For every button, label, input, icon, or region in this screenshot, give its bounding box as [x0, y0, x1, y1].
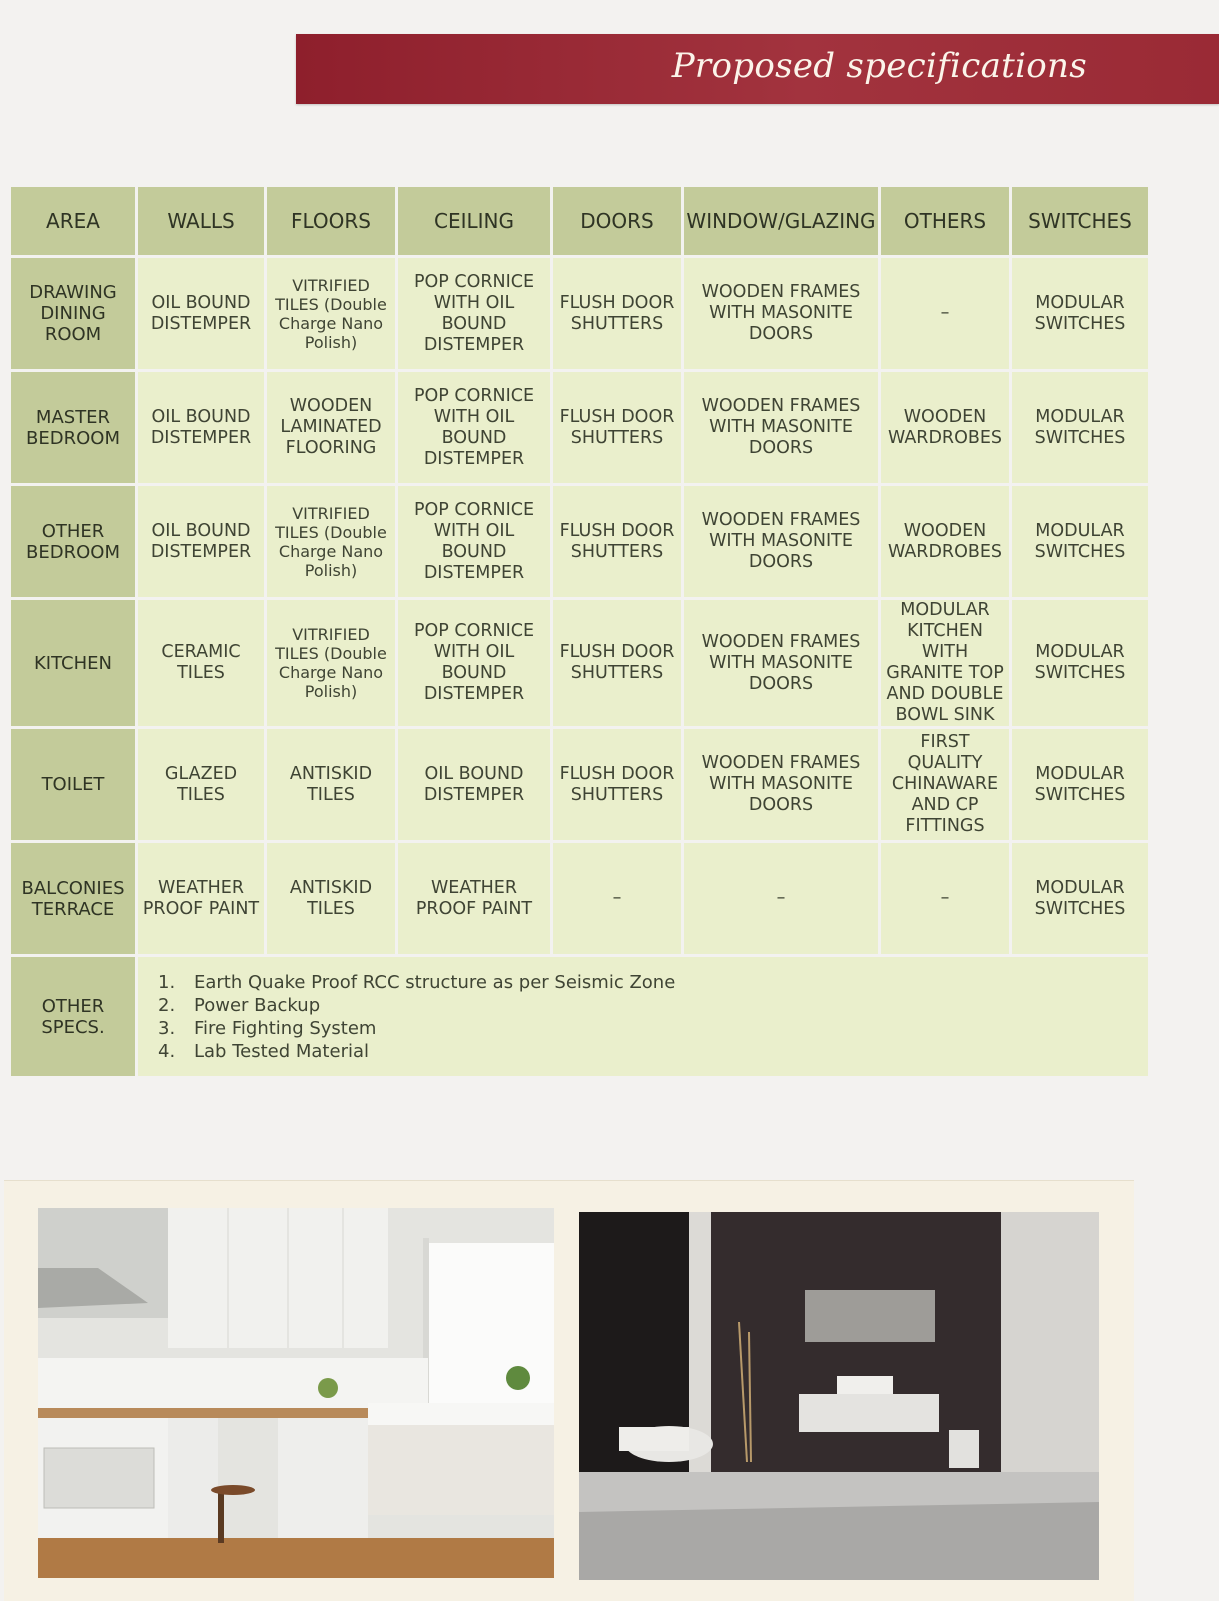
walls-cell: CERAMIC TILES	[138, 600, 264, 726]
area-cell: OTHER BEDROOM	[11, 486, 135, 597]
floors-cell: WOODEN LAMINATED FLOORING	[267, 372, 395, 483]
window-cell: –	[684, 843, 878, 954]
window-cell: WOODEN FRAMES WITH MASONITE DOORS	[684, 729, 878, 840]
table-row	[11, 258, 1148, 369]
walls-cell: OIL BOUND DISTEMPER	[138, 486, 264, 597]
list-item	[158, 1017, 1146, 1040]
list-text: Earth Quake Proof RCC structure as per Seismic Zone	[194, 971, 676, 993]
area-cell: MASTER BEDROOM	[11, 372, 135, 483]
ceiling-cell: OIL BOUND DISTEMPER	[398, 729, 550, 840]
list-item	[158, 971, 1146, 994]
specifications-table	[8, 184, 1151, 1079]
header-doors: DOORS	[553, 187, 681, 255]
list-text: Fire Fighting System	[194, 1017, 377, 1039]
bathroom-photo	[579, 1212, 1099, 1580]
window-cell: WOODEN FRAMES WITH MASONITE DOORS	[684, 486, 878, 597]
header-ceiling: CEILING	[398, 187, 550, 255]
walls-cell: OIL BOUND DISTEMPER	[138, 372, 264, 483]
window-cell: WOODEN FRAMES WITH MASONITE DOORS	[684, 258, 878, 369]
ceiling-cell: WEATHER PROOF PAINT	[398, 843, 550, 954]
list-text: Power Backup	[194, 994, 321, 1016]
page-title: Proposed specifications	[671, 46, 1087, 86]
table-row	[11, 600, 1148, 726]
others-cell: –	[881, 843, 1009, 954]
ceiling-cell: POP CORNICE WITH OIL BOUND DISTEMPER	[398, 372, 550, 483]
doors-cell: FLUSH DOOR SHUTTERS	[553, 729, 681, 840]
table-row	[11, 372, 1148, 483]
list-item	[158, 994, 1146, 1017]
window-cell: WOODEN FRAMES WITH MASONITE DOORS	[684, 600, 878, 726]
switches-cell: MODULAR SWITCHES	[1012, 843, 1148, 954]
floors-cell: VITRIFIED TILES (Double Charge Nano Polish)	[267, 486, 395, 597]
header-walls: WALLS	[138, 187, 264, 255]
header-area: AREA	[11, 187, 135, 255]
others-cell: WOODEN WARDROBES	[881, 486, 1009, 597]
header-floors: FLOORS	[267, 187, 395, 255]
floors-cell: VITRIFIED TILES (Double Charge Nano Polish)	[267, 600, 395, 726]
floors-cell: ANTISKID TILES	[267, 843, 395, 954]
switches-cell: MODULAR SWITCHES	[1012, 486, 1148, 597]
walls-cell: OIL BOUND DISTEMPER	[138, 258, 264, 369]
floors-cell: ANTISKID TILES	[267, 729, 395, 840]
ceiling-cell: POP CORNICE WITH OIL BOUND DISTEMPER	[398, 600, 550, 726]
doors-cell: FLUSH DOOR SHUTTERS	[553, 258, 681, 369]
area-cell: DRAWING DINING ROOM	[11, 258, 135, 369]
doors-cell: FLUSH DOOR SHUTTERS	[553, 600, 681, 726]
area-cell: BALCONIES TERRACE	[11, 843, 135, 954]
others-cell: MODULAR KITCHEN WITH GRANITE TOP AND DOUBLE BOWL SINK	[881, 600, 1009, 726]
doors-cell: FLUSH DOOR SHUTTERS	[553, 372, 681, 483]
ceiling-cell: POP CORNICE WITH OIL BOUND DISTEMPER	[398, 258, 550, 369]
other-specs-list	[158, 971, 1146, 1063]
doors-cell: FLUSH DOOR SHUTTERS	[553, 486, 681, 597]
switches-cell: MODULAR SWITCHES	[1012, 372, 1148, 483]
switches-cell: MODULAR SWITCHES	[1012, 729, 1148, 840]
walls-cell: GLAZED TILES	[138, 729, 264, 840]
others-cell: –	[881, 258, 1009, 369]
window-cell: WOODEN FRAMES WITH MASONITE DOORS	[684, 372, 878, 483]
list-number: 3.	[158, 1017, 176, 1039]
doors-cell: –	[553, 843, 681, 954]
list-text: Lab Tested Material	[194, 1040, 369, 1062]
title-banner	[296, 34, 1219, 104]
switches-cell: MODULAR SWITCHES	[1012, 600, 1148, 726]
header-window-glazing: WINDOW/GLAZING	[684, 187, 878, 255]
others-cell: FIRST QUALITY CHINAWARE AND CP FITTINGS	[881, 729, 1009, 840]
header-switches: SWITCHES	[1012, 187, 1148, 255]
walls-cell: WEATHER PROOF PAINT	[138, 843, 264, 954]
kitchen-photo	[38, 1208, 554, 1578]
other-specs-label: OTHER SPECS.	[11, 957, 135, 1076]
table-header-row	[11, 187, 1148, 255]
list-number: 1.	[158, 971, 176, 993]
table-row	[11, 486, 1148, 597]
list-number: 4.	[158, 1040, 176, 1062]
switches-cell: MODULAR SWITCHES	[1012, 258, 1148, 369]
ceiling-cell: POP CORNICE WITH OIL BOUND DISTEMPER	[398, 486, 550, 597]
list-number: 2.	[158, 994, 176, 1016]
others-cell: WOODEN WARDROBES	[881, 372, 1009, 483]
area-cell: KITCHEN	[11, 600, 135, 726]
header-others: OTHERS	[881, 187, 1009, 255]
table-row	[11, 729, 1148, 840]
floors-cell: VITRIFIED TILES (Double Charge Nano Polish)	[267, 258, 395, 369]
list-item	[158, 1040, 1146, 1063]
area-cell: TOILET	[11, 729, 135, 840]
other-specs-cell	[138, 957, 1148, 1076]
table-row	[11, 843, 1148, 954]
other-specs-row	[11, 957, 1148, 1076]
